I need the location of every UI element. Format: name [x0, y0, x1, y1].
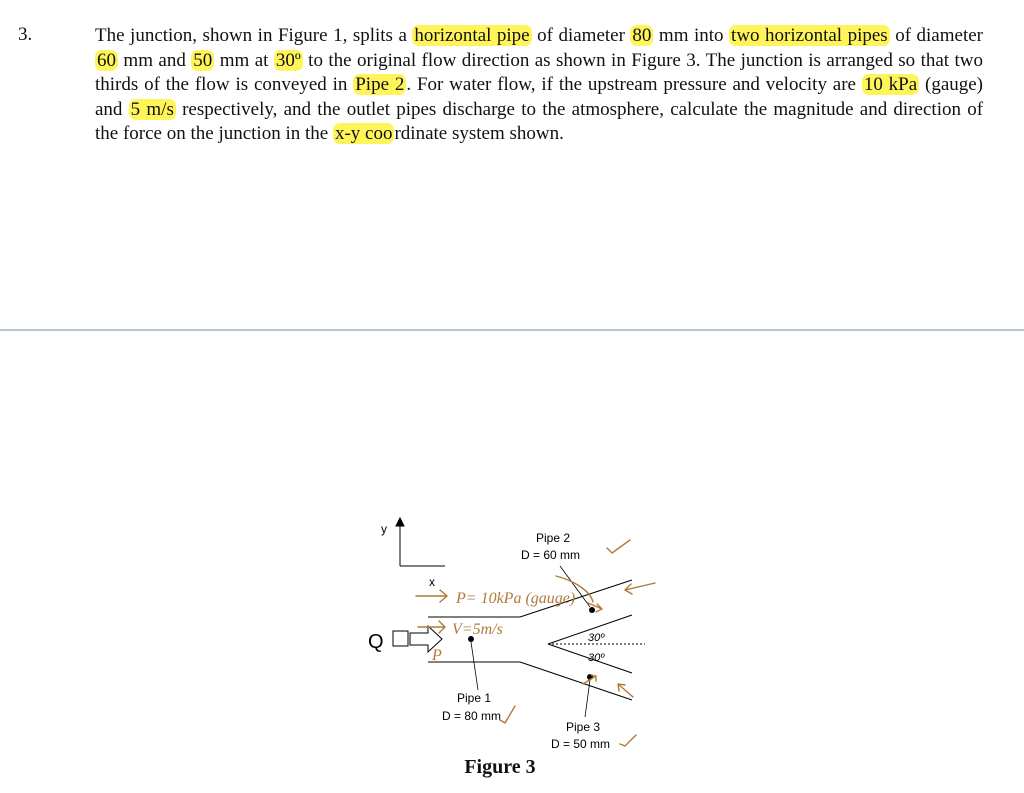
- x-axis-label: x: [429, 575, 435, 589]
- text-segment: mm into: [653, 25, 730, 46]
- highlighted-text: two horizontal pipes: [731, 25, 888, 46]
- highlighted-text: 10 kPa: [863, 74, 918, 95]
- check-mark-icon: [607, 540, 630, 553]
- handwritten-velocity-note: V=5m/s: [452, 621, 503, 638]
- text-segment: (gauge) and: [95, 74, 984, 120]
- highlighted-text: 80: [632, 25, 652, 46]
- angle-lower-label: 30º: [588, 652, 605, 664]
- question-number: 3.: [18, 24, 33, 45]
- text-segment: mm and: [118, 49, 192, 71]
- axes: [396, 518, 445, 566]
- text-segment: respectively, and the outlet pipes discharge to the atmosphere, calculate the magnitude and direction of the force on the junction in the: [95, 98, 984, 144]
- highlighted-text: 60: [97, 49, 116, 71]
- handwritten-pressure-note: P= 10kPa (gauge): [456, 590, 576, 607]
- handwritten-arrow-icon: [625, 583, 655, 594]
- handwritten-p-note: P: [432, 647, 442, 664]
- highlighted-text: Pipe 2: [355, 74, 405, 95]
- pipe3-name: Pipe 3: [566, 720, 601, 734]
- text-segment: . For water flow, if the upstream pressure and velocity are: [406, 74, 862, 95]
- handwritten-arrow-icon: [618, 684, 633, 697]
- highlighted-text: horizontal pipe: [414, 25, 530, 46]
- y-axis-label: y: [381, 522, 387, 536]
- text-segment: The junction, shown in Figure 1, splits a: [95, 25, 413, 46]
- text-segment: of diameter: [889, 25, 983, 46]
- pipe2-name: Pipe 2: [536, 531, 571, 545]
- pipe2-point: [589, 607, 595, 613]
- text-segment: rdinate system shown.: [394, 123, 564, 144]
- highlighted-text: 5 m/s: [130, 98, 174, 120]
- check-mark-icon: [500, 706, 515, 723]
- handwritten-arrow-icon: [416, 590, 447, 602]
- check-mark-icon: [620, 735, 636, 746]
- flow-q-label: Q: [368, 631, 384, 653]
- text-segment: of diameter: [531, 25, 631, 46]
- pipe2-diameter: D = 60 mm: [521, 548, 581, 562]
- text-segment: mm at: [214, 49, 274, 71]
- flow-box: [393, 631, 408, 646]
- highlighted-text: x-y coo: [334, 123, 393, 144]
- pipe3-diameter: D = 50 mm: [551, 737, 611, 751]
- angle-upper-label: 30º: [588, 632, 605, 644]
- pipe1-name: Pipe 1: [457, 691, 492, 705]
- text-segment: to the original flow direction as shown in Figure 3. The junction is arranged so that two thirds of the flow is conveyed in: [95, 49, 984, 95]
- pipe1-diameter: D = 80 mm: [442, 709, 502, 723]
- figure-caption: Figure 3: [464, 756, 536, 778]
- highlighted-text: 50: [193, 49, 213, 71]
- highlighted-text: 30º: [275, 49, 301, 71]
